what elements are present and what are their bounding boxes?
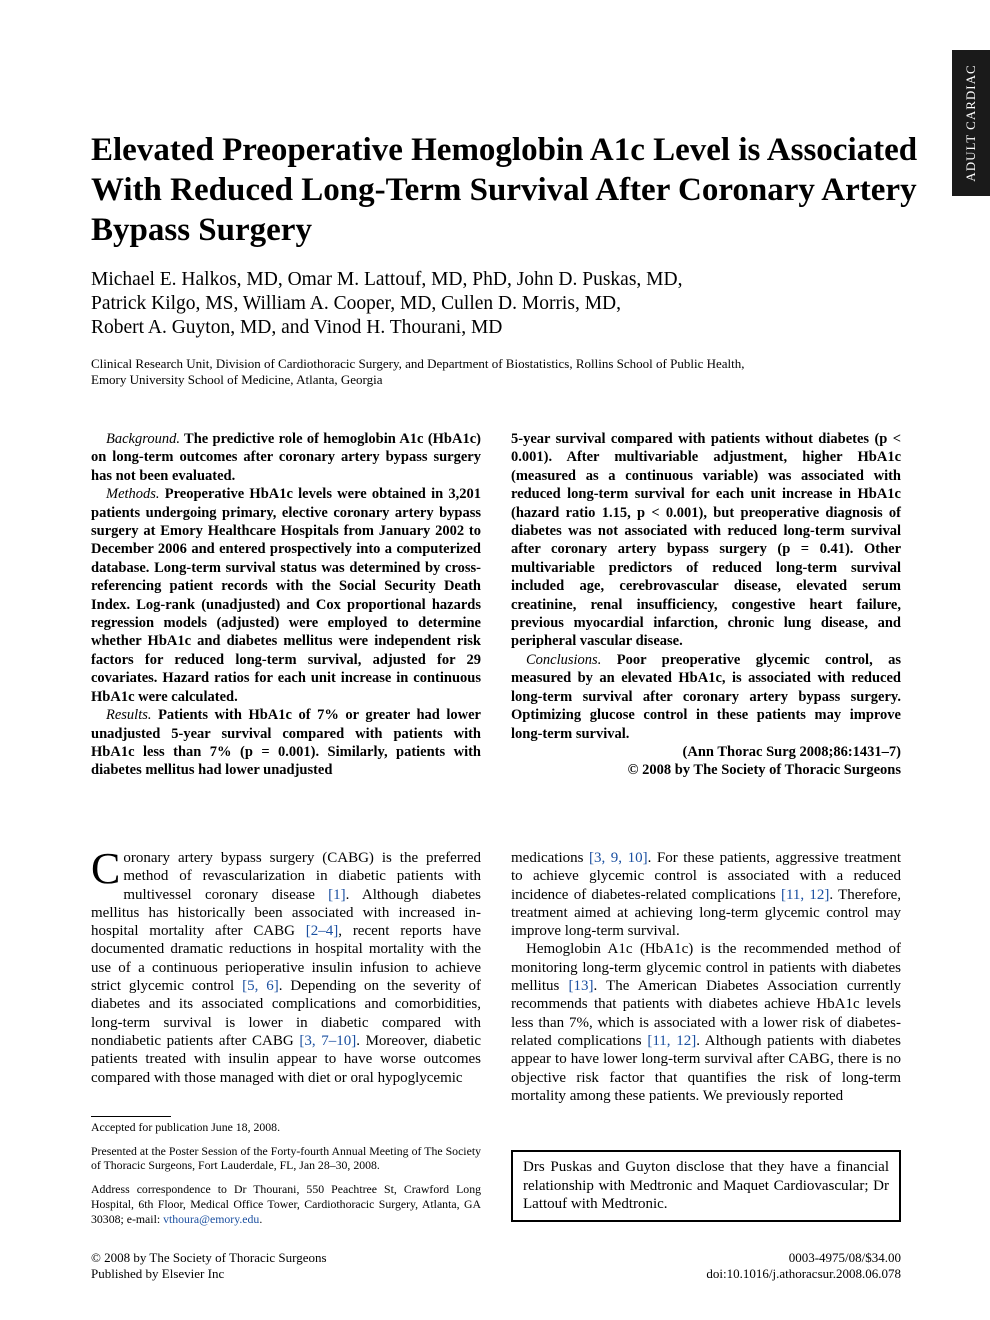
abstract-heading: Methods. xyxy=(106,486,160,503)
reference-link[interactable]: [3, 7–10] xyxy=(299,1032,357,1049)
body-text: . Moreover, diabetic patients treated with insulin appear to have worse outcomes compared with those managed with diet or oral hypoglycemic xyxy=(91,1032,481,1086)
body-paragraph xyxy=(511,940,901,1105)
body-paragraph xyxy=(511,849,901,940)
abstract-text: The predictive role of hemoglobin A1c (HbA1c) on long-term outcomes after coronary artery bypass surgery has not been evaluated. xyxy=(91,431,481,484)
section-tab-label: ADULT CARDIAC xyxy=(963,64,978,182)
footer-identifiers xyxy=(706,1250,901,1281)
abstract-left-column xyxy=(91,430,481,780)
email-link[interactable]: vthoura@emory.edu xyxy=(163,1211,260,1226)
footnote-text: . xyxy=(259,1211,263,1226)
author-list xyxy=(91,268,911,340)
body-right-column xyxy=(511,849,901,1105)
abstract-right-column xyxy=(511,430,901,780)
body-left-column xyxy=(91,844,481,1087)
journal-citation: (Ann Thorac Surg 2008;86:1431–7) xyxy=(682,743,901,760)
body-text: , recent reports have documented dramatic reductions in hospital mortality with the use of a continuous perioperative insulin infusion to achieve strict glycemic control xyxy=(91,923,481,995)
abstract-text: Patients with HbA1c of 7% or greater had lower unadjusted 5-year survival compared with patients with HbA1c less than 7% (p = 0.001). Similarly, patients with diabetes mellitus had lower unadjusted xyxy=(91,707,481,779)
article-title: Elevated Preoperative Hemoglobin A1c Level is Associated With Reduced Long-Term Survival After Coronary Artery Bypass Surgery xyxy=(91,132,918,248)
footnote-text: Address correspondence to Dr Thourani, 550 Peachtree St, Crawford Long Hospital, 6th Floor, Medical Office Tower, Cardiothoracic Surgery, Atlanta, GA 30308; e-mail: xyxy=(91,1182,481,1226)
footer-publisher xyxy=(91,1250,327,1281)
reference-link[interactable]: [11, 12] xyxy=(647,1032,697,1049)
section-tab xyxy=(952,50,990,196)
body-text: . Therefore, treatment aimed at achieving long-term glycemic control may improve long-term survival. xyxy=(511,886,901,940)
disclosure-box: Drs Puskas and Guyton disclose that they have a financial relationship with Medtronic and Maquet Cardiovascular; Dr Lattouf with Medtronic. xyxy=(511,1150,901,1222)
footer-doi: doi:10.1016/j.athoracsur.2008.06.078 xyxy=(706,1265,901,1281)
affiliation xyxy=(91,356,911,388)
abstract-conclusions xyxy=(511,651,901,743)
body-text: oronary artery bypass surgery (CABG) is the preferred method of revascularization in diabetic patients with multivessel coronary disease xyxy=(123,850,481,903)
footnotes xyxy=(91,1120,481,1235)
abstract-text: Preoperative HbA1c levels were obtained in 3,201 patients undergoing primary, elective coronary artery bypass surgery at Emory Healthcare Hospitals from January 2002 to December 2006 and entered prospectively into a computerized database. Long-term survival status was determined by cross-referencing patient records with the Social Security Death Index. Log-rank (unadjusted) and Cox proportional hazards regression models (adjusted) were employed to determine whether HbA1c and diabetes mellitus were independent risk factors for reduced long-term survival, adjusted for 29 covariates. Hazard ratios for each unit increase in continuous HbA1c were calculated. xyxy=(91,486,482,705)
abstract-text: Poor preoperative glycemic control, as measured by an elevated HbA1c, is associated with reduced long-term survival after coronary artery bypass surgery. Optimizing glucose control in these patients may improve long-term survival. xyxy=(511,651,901,742)
body-text: . The American Diabetes Association currently recommends that patients with diabetes achieve HbA1c levels less than 7%, which is associated with a lower risk of diabetes-related complications xyxy=(511,978,901,1049)
affiliation-line: Emory University School of Medicine, Atlanta, Georgia xyxy=(91,372,383,387)
footnote-accepted: Accepted for publication June 18, 2008. xyxy=(91,1120,281,1134)
author-line: Patrick Kilgo, MS, William A. Cooper, MD, Cullen D. Morris, MD, xyxy=(91,293,621,314)
abstract-methods xyxy=(91,485,481,706)
author-line: Robert A. Guyton, MD, and Vinod H. Thourani, MD xyxy=(91,317,503,338)
abstract-results-continued: 5-year survival compared with patients without diabetes (p < 0.001). After multivariable adjustment, higher HbA1c (measured as a continuous variable) was associated with reduced long-term survival for each unit increase in HbA1c (hazard ratio 1.15, p < 0.001), but preoperative diagnosis of diabetes was not associated with reduced long-term survival after coronary artery bypass surgery (p = 0.41). Other multivariable predictors of reduced long-term survival included age, cerebrovascular disease, elevated serum creatinine, renal insufficiency, congestive heart failure, previous myocardial infarction, chronic lung disease, and peripheral vascular disease. xyxy=(511,431,901,650)
affiliation-line: Clinical Research Unit, Division of Cardiothoracic Surgery, and Department of Biostatistics, Rollins School of Public Health, xyxy=(91,356,745,371)
body-text: . Although diabetes mellitus has historically been associated with increased in-hospital mortality after CABG xyxy=(91,886,481,940)
footer-issn: 0003-4975/08/$34.00 xyxy=(788,1250,901,1265)
abstract-heading: Results. xyxy=(106,707,152,724)
footnote-address xyxy=(91,1182,481,1226)
reference-link[interactable]: [3, 9, 10] xyxy=(589,850,648,866)
reference-link[interactable]: [5, 6] xyxy=(242,978,279,995)
footnote-divider xyxy=(91,1116,171,1117)
abstract-heading: Conclusions. xyxy=(526,651,602,668)
body-text: medications xyxy=(511,850,590,866)
reference-link[interactable]: [2–4] xyxy=(305,923,339,940)
footnote-presented: Presented at the Poster Session of the Forty-fourth Annual Meeting of The Society of Thoracic Surgeons, Fort Lauderdale, FL, Jan 28–30, 2008. xyxy=(91,1143,481,1173)
body-text: . For these patients, aggressive treatment to achieve glycemic control is associated with a reduced incidence of diabetes-related complications xyxy=(511,850,901,903)
reference-link[interactable]: [13] xyxy=(568,978,594,995)
body-text: . Although patients with diabetes appear to have lower long-term survival after CABG, there is no objective risk factor that quantifies the risk of long-term mortality among these patients. We previously reported xyxy=(511,1032,902,1104)
abstract-copyright: © 2008 by The Society of Thoracic Surgeons xyxy=(627,762,901,779)
footer-line: Published by Elsevier Inc xyxy=(91,1265,225,1281)
author-line: Michael E. Halkos, MD, Omar M. Lattouf, MD, PhD, John D. Puskas, MD, xyxy=(91,269,683,290)
footer-line: © 2008 by The Society of Thoracic Surgeons xyxy=(91,1250,327,1265)
reference-link[interactable]: [1] xyxy=(328,886,346,903)
body-text: . Depending on the severity of diabetes and its associated complications and comorbidities, long-term survival is lower in diabetic compared with nondiabetic patients after CABG xyxy=(91,978,481,1049)
abstract-results xyxy=(91,706,481,780)
abstract-background xyxy=(91,430,481,485)
drop-cap: C xyxy=(91,844,121,893)
body-paragraph xyxy=(91,844,481,1087)
body-text: Hemoglobin A1c (HbA1c) is the recommended method of monitoring long-term glycemic control in patients with diabetes mellitus xyxy=(511,941,901,995)
abstract-heading: Background. xyxy=(106,431,180,447)
reference-link[interactable]: [11, 12] xyxy=(780,886,830,903)
